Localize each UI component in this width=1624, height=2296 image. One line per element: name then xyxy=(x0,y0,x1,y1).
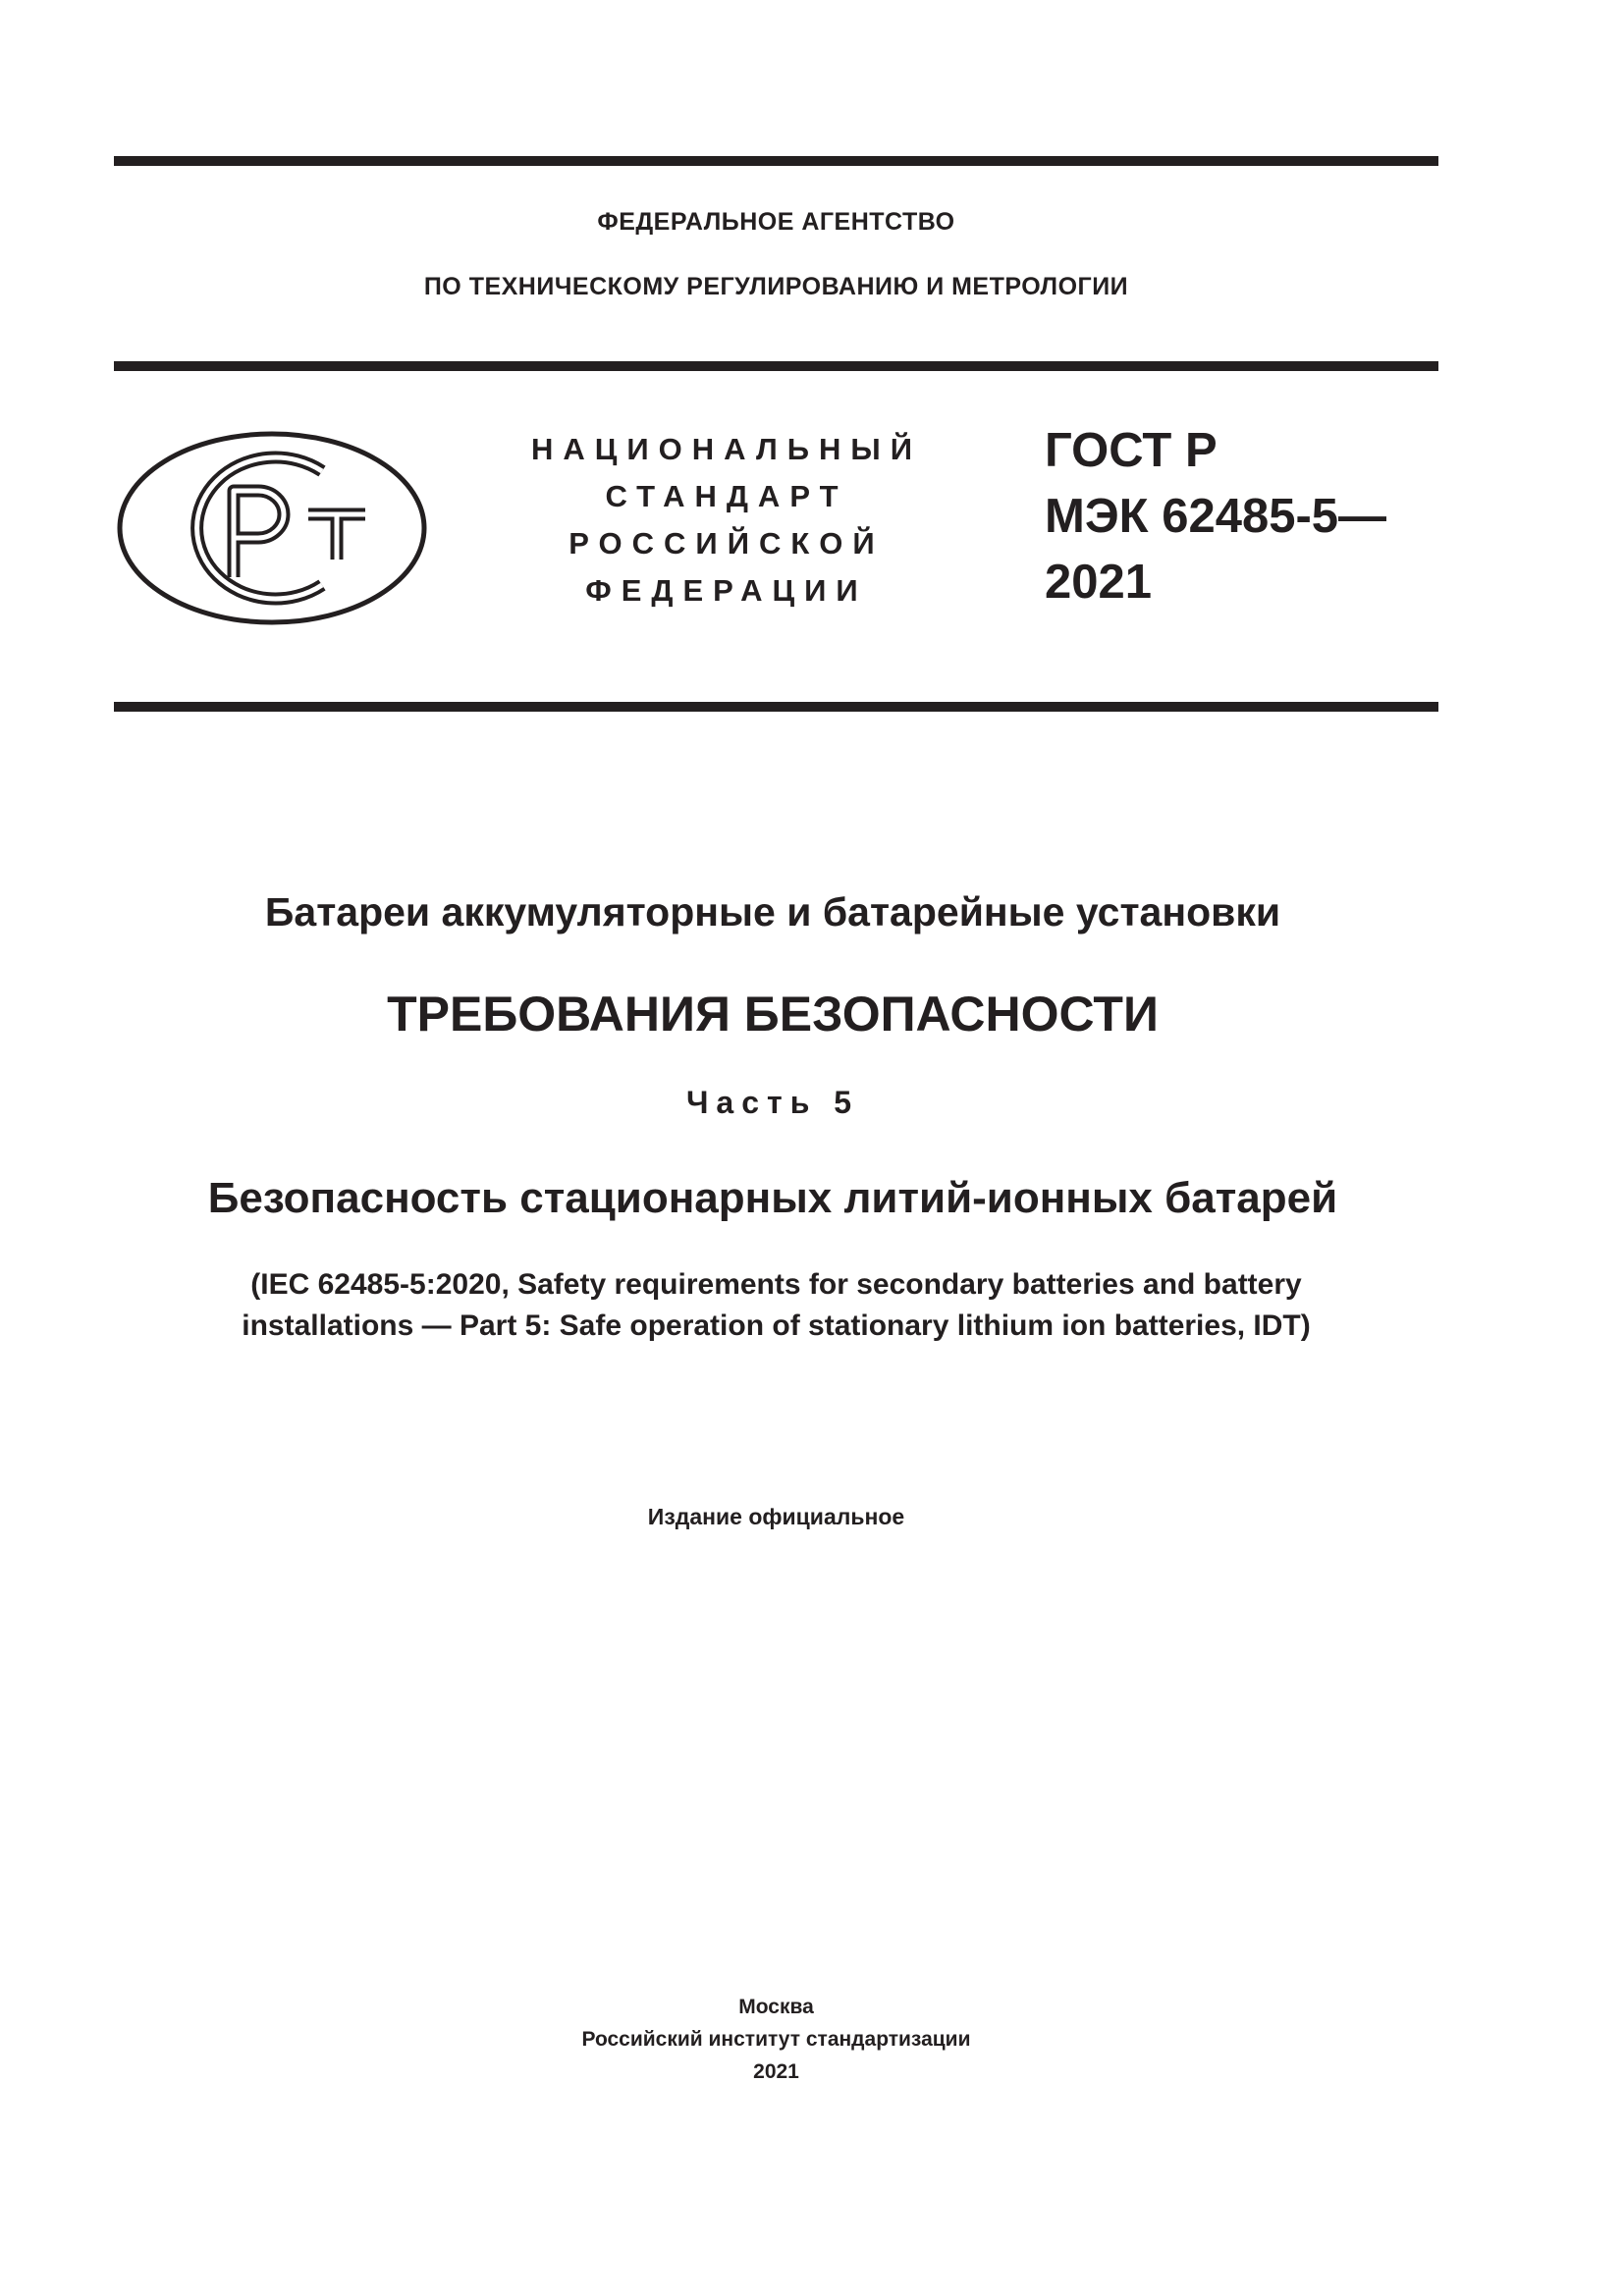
international-equivalent xyxy=(114,1264,1438,1347)
national-standard-line-4: ФЕДЕРАЦИИ xyxy=(585,573,868,608)
standard-designation xyxy=(1045,418,1437,615)
designation-line-2: МЭК 62485-5— xyxy=(1045,490,1387,543)
imprint-year: 2021 xyxy=(753,2060,799,2083)
national-standard-label xyxy=(511,426,943,614)
designation-line-1: ГОСТ Р xyxy=(1045,424,1218,477)
designation-line-3: 2021 xyxy=(1045,556,1153,609)
imprint-city: Москва xyxy=(738,1996,814,2018)
national-standard-line-3: РОССИЙСКОЙ xyxy=(568,526,885,561)
top-rule xyxy=(114,156,1438,166)
national-standard-line-1: НАЦИОНАЛЬНЫЙ xyxy=(530,432,923,466)
imprint-publisher: Российский институт стандартизации xyxy=(581,2028,971,2051)
document-requirements-heading: ТРЕБОВАНИЯ БЕЗОПАСНОСТИ xyxy=(387,987,1159,1041)
international-equivalent-line-1: (IEC 62485-5:2020, Safety requirements for secondary batteries and battery xyxy=(250,1268,1302,1301)
document-subtitle: Безопасность стационарных литий-ионных батарей xyxy=(207,1174,1338,1222)
edition-label: Издание официальное xyxy=(647,1504,905,1529)
header-divider-rule xyxy=(114,361,1438,371)
document-part-label: Часть 5 xyxy=(685,1085,860,1120)
agency-name-line-2: ПО ТЕХНИЧЕСКОМУ РЕГУЛИРОВАНИЮ И МЕТРОЛОГИИ xyxy=(423,273,1129,300)
document-title: Батареи аккумуляторные и батарейные установки xyxy=(264,889,1281,934)
rst-certification-mark-icon xyxy=(116,430,428,626)
header-bottom-rule xyxy=(114,702,1438,712)
international-equivalent-line-2: installations — Part 5: Safe operation of stationary lithium ion batteries, IDT) xyxy=(242,1309,1311,1342)
publisher-imprint xyxy=(114,1991,1438,2088)
national-standard-line-2: СТАНДАРТ xyxy=(605,479,848,513)
agency-name-line-1: ФЕДЕРАЛЬНОЕ АГЕНТСТВО xyxy=(597,208,955,236)
